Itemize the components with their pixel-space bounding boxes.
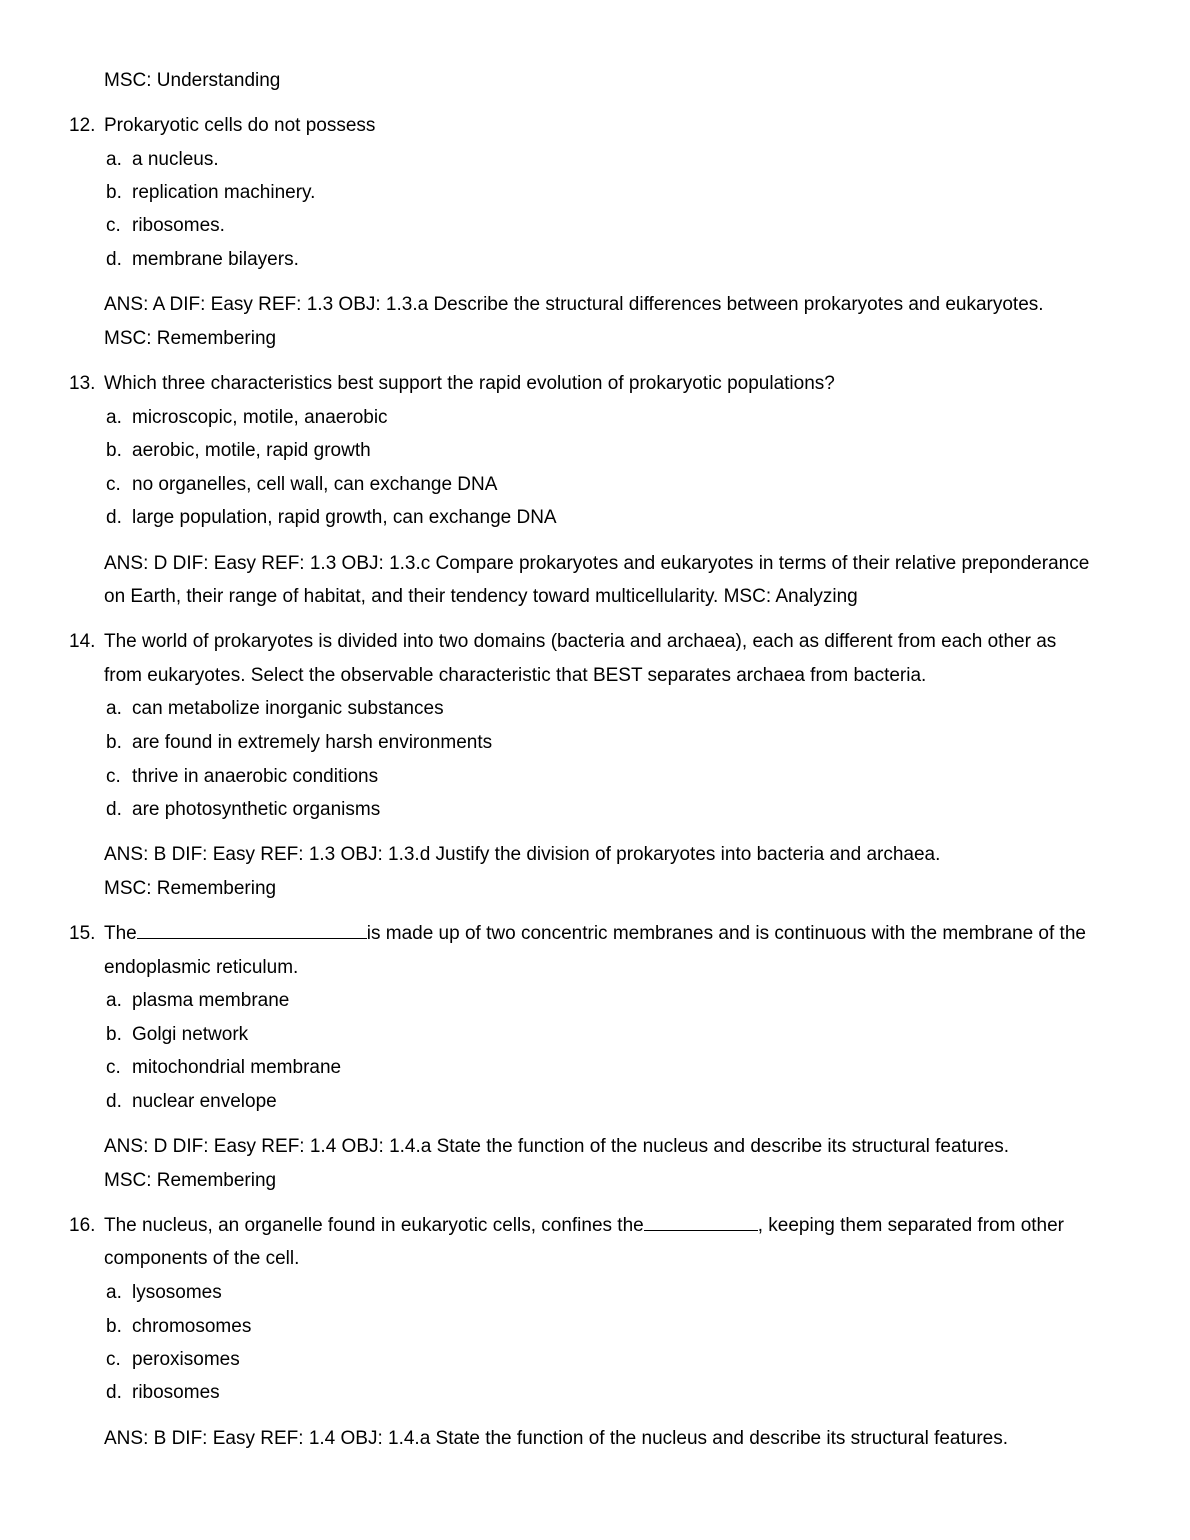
answer-line: MSC: Remembering: [104, 328, 277, 349]
option-letter: b.: [106, 440, 122, 461]
option-text: ribosomes.: [132, 215, 225, 236]
option-letter: c.: [106, 1349, 121, 1370]
answer-line: MSC: Remembering: [104, 878, 277, 899]
question-number: 15.: [69, 923, 96, 944]
option-text: replication machinery.: [132, 182, 316, 203]
answer-line: ANS: B DIF: Easy REF: 1.4 OBJ: 1.4.a State the function of the nucleus and describe its structural features.: [104, 1428, 1008, 1449]
option-letter: b.: [106, 732, 122, 753]
question-stem: [104, 922, 1086, 946]
fill-in-blank: [644, 1214, 758, 1231]
question-number: 13.: [69, 373, 96, 394]
question-stem: The world of prokaryotes is divided into two domains (bacteria and archaea), each as different from each other as: [104, 631, 1057, 652]
prev-msc: MSC: Understanding: [104, 70, 281, 91]
option-text: lysosomes: [132, 1282, 222, 1303]
answer-line: ANS: B DIF: Easy REF: 1.3 OBJ: 1.3.d Justify the division of prokaryotes into bacteria and archaea.: [104, 844, 941, 865]
option-text: thrive in anaerobic conditions: [132, 766, 379, 787]
stem-before-blank: The nucleus, an organelle found in eukaryotic cells, confines the: [104, 1215, 644, 1236]
option-letter: d.: [106, 1091, 122, 1112]
option-text: Golgi network: [132, 1024, 249, 1045]
answer-line: ANS: D DIF: Easy REF: 1.4 OBJ: 1.4.a State the function of the nucleus and describe its structural features.: [104, 1136, 1010, 1157]
stem-before-blank: The: [104, 923, 137, 944]
answer-line: ANS: A DIF: Easy REF: 1.3 OBJ: 1.3.a Describe the structural differences between prokaryotes and eukaryotes.: [104, 294, 1044, 315]
question-stem: [104, 1214, 1064, 1238]
option-text: nuclear envelope: [132, 1091, 277, 1112]
option-text: ribosomes: [132, 1382, 220, 1403]
option-letter: a.: [106, 407, 122, 428]
option-letter: c.: [106, 215, 121, 236]
answer-line: MSC: Remembering: [104, 1170, 277, 1191]
answer-line: on Earth, their range of habitat, and their tendency toward multicellularity. MSC: Analyzing: [104, 586, 858, 607]
option-letter: b.: [106, 182, 122, 203]
question-stem: components of the cell.: [104, 1248, 300, 1269]
option-letter: a.: [106, 990, 122, 1011]
option-letter: a.: [106, 149, 122, 170]
option-text: large population, rapid growth, can exchange DNA: [132, 507, 557, 528]
option-letter: c.: [106, 474, 121, 495]
option-text: can metabolize inorganic substances: [132, 698, 444, 719]
answer-line: ANS: D DIF: Easy REF: 1.3 OBJ: 1.3.c Compare prokaryotes and eukaryotes in terms of their relative preponderance: [104, 553, 1090, 574]
stem-after-blank: is made up of two concentric membranes and is continuous with the membrane of the: [366, 923, 1086, 944]
option-letter: c.: [106, 1057, 121, 1078]
question-stem: Which three characteristics best support the rapid evolution of prokaryotic populations?: [104, 373, 835, 394]
option-text: peroxisomes: [132, 1349, 240, 1370]
option-text: chromosomes: [132, 1316, 252, 1337]
option-letter: d.: [106, 249, 122, 270]
stem-after-blank: , keeping them separated from other: [757, 1215, 1065, 1236]
option-text: a nucleus.: [132, 149, 219, 170]
option-text: mitochondrial membrane: [132, 1057, 342, 1078]
option-text: no organelles, cell wall, can exchange DNA: [132, 474, 498, 495]
option-letter: c.: [106, 766, 121, 787]
option-letter: a.: [106, 698, 122, 719]
option-text: membrane bilayers.: [132, 249, 299, 270]
option-text: are found in extremely harsh environments: [132, 732, 493, 753]
question-stem: from eukaryotes. Select the observable characteristic that BEST separates archaea from bacteria.: [104, 665, 927, 686]
option-text: microscopic, motile, anaerobic: [132, 407, 388, 428]
question-stem: Prokaryotic cells do not possess: [104, 115, 376, 136]
option-letter: d.: [106, 1382, 122, 1403]
option-letter: b.: [106, 1024, 122, 1045]
option-text: plasma membrane: [132, 990, 290, 1011]
fill-in-blank: [137, 922, 367, 939]
option-letter: b.: [106, 1316, 122, 1337]
question-number: 16.: [69, 1215, 96, 1236]
option-text: are photosynthetic organisms: [132, 799, 381, 820]
option-letter: d.: [106, 507, 122, 528]
question-stem: endoplasmic reticulum.: [104, 957, 299, 978]
option-text: aerobic, motile, rapid growth: [132, 440, 371, 461]
option-letter: d.: [106, 799, 122, 820]
question-number: 14.: [69, 631, 96, 652]
option-letter: a.: [106, 1282, 122, 1303]
question-number: 12.: [69, 115, 96, 136]
